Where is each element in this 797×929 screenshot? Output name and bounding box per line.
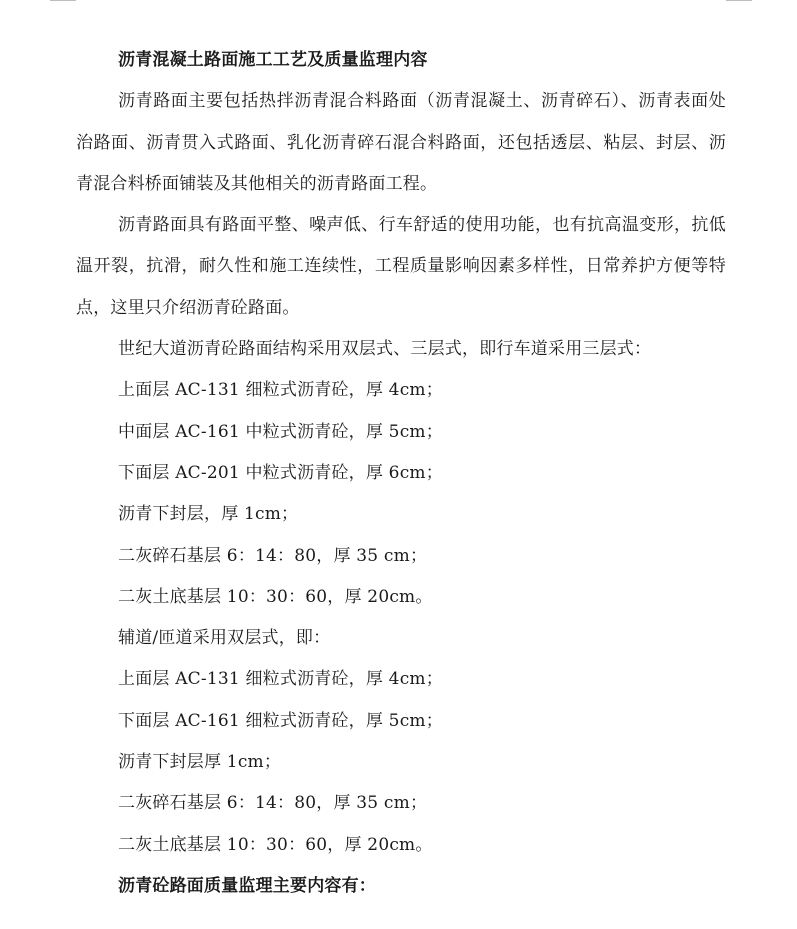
structure-line: 沥青下封层，厚 1cm； — [118, 504, 299, 525]
structure-line: 二灰土底基层 10：30：60，厚 20cm。 — [118, 834, 433, 855]
structure-line: 二灰碎石基层 6：14：80，厚 35 cm； — [118, 545, 428, 566]
structure-line: 二灰碎石基层 6：14：80，厚 35 cm； — [118, 793, 428, 814]
page-corner-mark-left — [50, 0, 76, 1]
document-body — [76, 40, 726, 907]
paragraph-features: 沥青路面具有路面平整、噪声低、行车舒适的使用功能，也有抗高温变形，抗低温开裂，抗滑，耐久性和施工连续性，工程质量影响因素多样性，日常养护方便等特点，这里只介绍沥青砼路面。 — [76, 215, 726, 318]
structure-line: 世纪大道沥青砼路面结构采用双层式、三层式，即行车道采用三层式： — [118, 339, 652, 360]
page-corner-mark-right — [726, 0, 752, 1]
structure-line: 辅道/匝道采用双层式，即： — [118, 628, 331, 649]
structure-line: 上面层 AC-131 细粒式沥青砼，厚 4cm； — [118, 669, 443, 690]
structure-line: 沥青下封层厚 1cm； — [118, 752, 282, 773]
structure-line: 二灰土底基层 10：30：60，厚 20cm。 — [118, 586, 433, 607]
structure-line: 中面层 AC-161 中粒式沥青砼，厚 5cm； — [118, 421, 443, 442]
section-heading: 沥青砼路面质量监理主要内容有： — [118, 875, 376, 896]
paragraph-intro: 沥青路面主要包括热拌沥青混合料路面（沥青混凝土、沥青碎石）、沥青表面处治路面、沥青贯入式路面、乳化沥青碎石混合料路面，还包括透层、粘层、封层、沥青混合料桥面铺装及其他相关的沥青路面工程。 — [76, 91, 726, 194]
document-title: 沥青混凝土路面施工工艺及质量监理内容 — [118, 50, 428, 70]
structure-line: 上面层 AC-131 细粒式沥青砼，厚 4cm； — [118, 380, 443, 401]
structure-line: 下面层 AC-161 细粒式沥青砼，厚 5cm； — [118, 710, 443, 731]
structure-line: 下面层 AC-201 中粒式沥青砼，厚 6cm； — [118, 462, 443, 483]
